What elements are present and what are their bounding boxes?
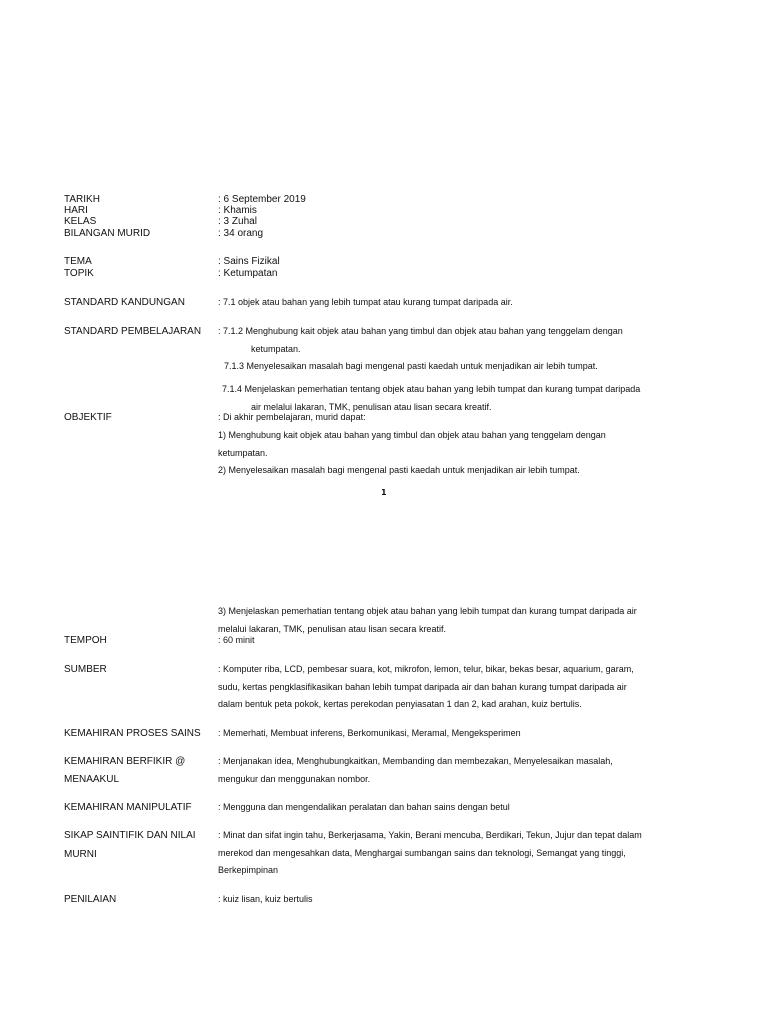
standard-pembelajaran-line-4: 7.1.4 Menjelaskan pemerhatian tentang objek atau bahan yang lebih tumpat dan kurang tumpat daripada [222,384,641,394]
objektif-line-3: ketumpatan. [218,448,268,458]
kemahiran-manipulatif-label: KEMAHIRAN MANIPULATIF [64,802,192,813]
objektif-line-1: : Di akhir pembelajaran, murid dapat: [218,412,366,422]
tema-label: TEMA [64,256,92,267]
standard-pembelajaran-line-1: : 7.1.2 Menghubung kait objek atau bahan yang timbul dan objek atau bahan yang tenggelam dengan [218,326,623,336]
tema-value: : Sains Fizikal [218,256,280,267]
sikap-line-3: Berkepimpinan [218,865,279,875]
kbat-label-line-1: KEMAHIRAN BERFIKIR @ [64,756,186,767]
kps-label: KEMAHIRAN PROSES SAINS [64,728,201,739]
topik-label: TOPIK [64,268,94,279]
sikap-label-line-2: MURNI [64,849,97,860]
kbat-line-1: : Menjanakan idea, Menghubungkaitkan, Membanding dan membezakan, Menyelesaikan masalah, [218,756,613,766]
standard-kandungan-value: : 7.1 objek atau bahan yang lebih tumpat atau kurang tumpat daripada air. [218,297,513,307]
standard-pembelajaran-label: STANDARD PEMBELAJARAN [64,326,202,337]
topik-value: : Ketumpatan [218,268,278,279]
hari-value: : Khamis [218,205,257,216]
objektif-line-4: 2) Menyelesaikan masalah bagi mengenal pasti kaedah untuk menjadikan air lebih tumpat. [218,465,580,475]
sumber-line-1: : Komputer riba, LCD, pembesar suara, kot, mikrofon, lemon, telur, bikar, bekas besar, aquarium, garam, [218,664,634,674]
page-number: 1 [381,488,387,497]
objektif-label: OBJEKTIF [64,412,112,423]
tempoh-label: TEMPOH [64,635,107,646]
tarikh-label: TARIKH [64,194,100,205]
sikap-label-line-1: SIKAP SAINTIFIK DAN NILAI [64,830,196,841]
kemahiran-manipulatif-value: : Mengguna dan mengendalikan peralatan dan bahan sains dengan betul [218,802,510,812]
sikap-line-1: : Minat dan sifat ingin tahu, Berkerjasama, Yakin, Berani mencuba, Berdikari, Tekun, Jujur dan tepat dalam [218,830,642,840]
standard-pembelajaran-line-3: 7.1.3 Menyelesaikan masalah bagi mengenal pasti kaedah untuk menjadikan air lebih tumpat. [224,361,598,371]
standard-pembelajaran-line-2: ketumpatan. [251,344,301,354]
kbat-line-2: mengukur dan menggunakan nombor. [218,774,371,784]
sumber-line-2: sudu, kertas pengklasifikasikan bahan lebih tumpat daripada air dan bahan kurang tumpat daripada air [218,682,627,692]
tarikh-value: : 6 September 2019 [218,194,306,205]
standard-kandungan-label: STANDARD KANDUNGAN [64,297,185,308]
penilaian-value: : kuiz lisan, kuiz bertulis [218,894,313,904]
bilangan-murid-value: : 34 orang [218,228,264,239]
penilaian-label: PENILAIAN [64,894,117,905]
sumber-line-3: dalam bentuk peta pokok, kertas perekodan penyiasatan 1 dan 2, kad arahan, kuiz bertulis. [218,699,582,709]
standard-pembelajaran-line-5: air melalui lakaran, TMK, penulisan atau lisan secara kreatif. [251,402,492,412]
kelas-value: : 3 Zuhal [218,216,257,227]
objektif-line-5: 3) Menjelaskan pemerhatian tentang objek atau bahan yang lebih tumpat dan kurang tumpat daripada air [218,606,637,616]
sumber-label: SUMBER [64,664,107,675]
sikap-line-2: merekod dan mengesahkan data, Menghargai sumbangan sains dan teknologi, Semangat yang tinggi, [218,848,626,858]
kbat-label-line-2: MENAAKUL [64,774,120,785]
kelas-label: KELAS [64,216,97,227]
hari-label: HARI [64,205,88,216]
objektif-line-6: melalui lakaran, TMK, penulisan atau lisan secara kreatif. [218,624,446,634]
objektif-line-2: 1) Menghubung kait objek atau bahan yang timbul dan objek atau bahan yang tenggelam dengan [218,430,606,440]
tempoh-value: : 60 minit [218,635,255,645]
kps-value: : Memerhati, Membuat inferens, Berkomunikasi, Meramal, Mengeksperimen [218,728,521,738]
bilangan-murid-label: BILANGAN MURID [64,228,151,239]
